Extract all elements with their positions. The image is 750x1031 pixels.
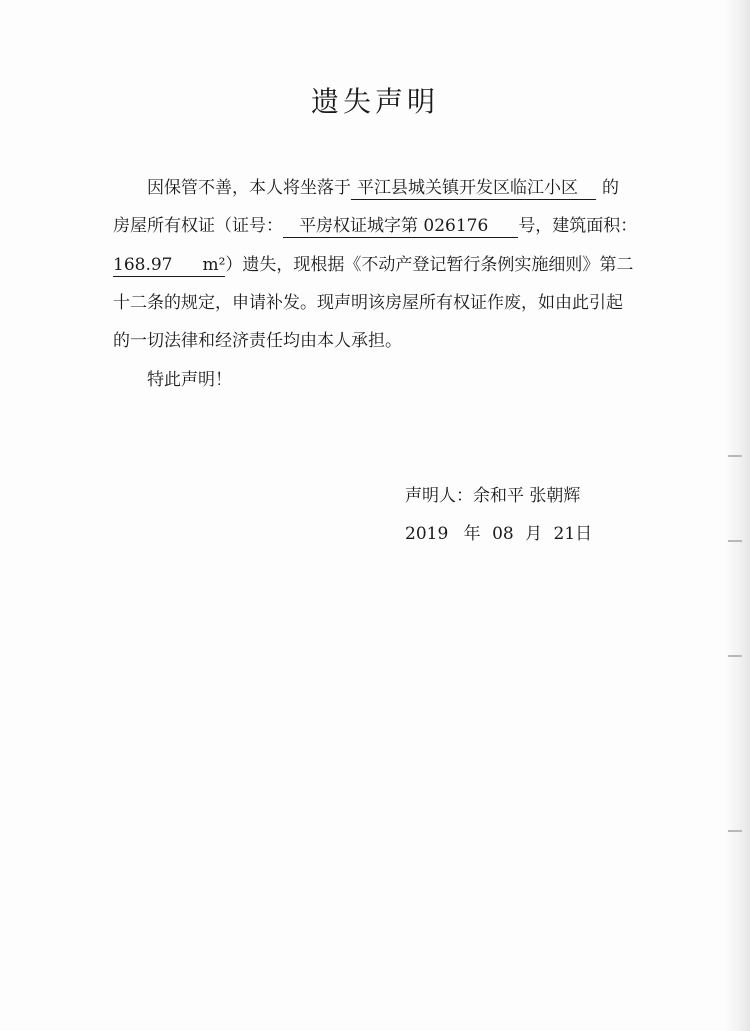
date-month: 08 bbox=[492, 524, 514, 544]
paragraph-line-2 bbox=[113, 214, 637, 238]
scan-edge-shadow bbox=[724, 0, 750, 1031]
document-title: 遗失声明 bbox=[310, 85, 439, 118]
paragraph-line-5: 的一切法律和经济责任均由本人承担。 bbox=[113, 331, 402, 351]
date-day-unit: 日 bbox=[575, 524, 593, 544]
text-segment: 号，建筑面积： bbox=[518, 216, 638, 236]
date-year-unit: 年 bbox=[463, 524, 481, 544]
text-segment: 的 bbox=[602, 178, 619, 198]
paragraph-line-1 bbox=[147, 176, 619, 200]
text-segment: 房屋所有权证（证号： bbox=[113, 216, 283, 236]
declarant-line bbox=[405, 484, 580, 508]
scan-mark bbox=[728, 540, 742, 542]
area-field: 168.97 bbox=[113, 254, 202, 277]
closing-statement: 特此声明！ bbox=[147, 370, 232, 390]
area-unit: m² bbox=[202, 255, 226, 275]
paragraph-line-4: 十二条的规定，申请补发。现声明该房屋所有权证作废，如由此引起 bbox=[113, 293, 623, 313]
certificate-number-field: 平房权证城字第 026176 bbox=[283, 215, 518, 238]
text-segment: 因保管不善，本人将坐落于 bbox=[147, 178, 351, 198]
paragraph-line-3 bbox=[113, 253, 633, 277]
date-month-unit: 月 bbox=[525, 524, 543, 544]
scan-mark bbox=[728, 655, 742, 657]
date-line bbox=[405, 522, 592, 546]
scan-mark bbox=[728, 830, 742, 832]
date-year: 2019 bbox=[405, 524, 449, 544]
date-day: 21 bbox=[553, 524, 576, 544]
text-segment: ）遗失，现根据《不动产登记暂行条例实施细则》第二 bbox=[225, 255, 634, 275]
location-field: 平江县城关镇开发区临江小区 bbox=[351, 177, 596, 200]
declarant-names: 余和平 张朝辉 bbox=[473, 486, 581, 506]
scan-mark bbox=[728, 455, 742, 457]
declarant-label: 声明人： bbox=[405, 486, 473, 506]
